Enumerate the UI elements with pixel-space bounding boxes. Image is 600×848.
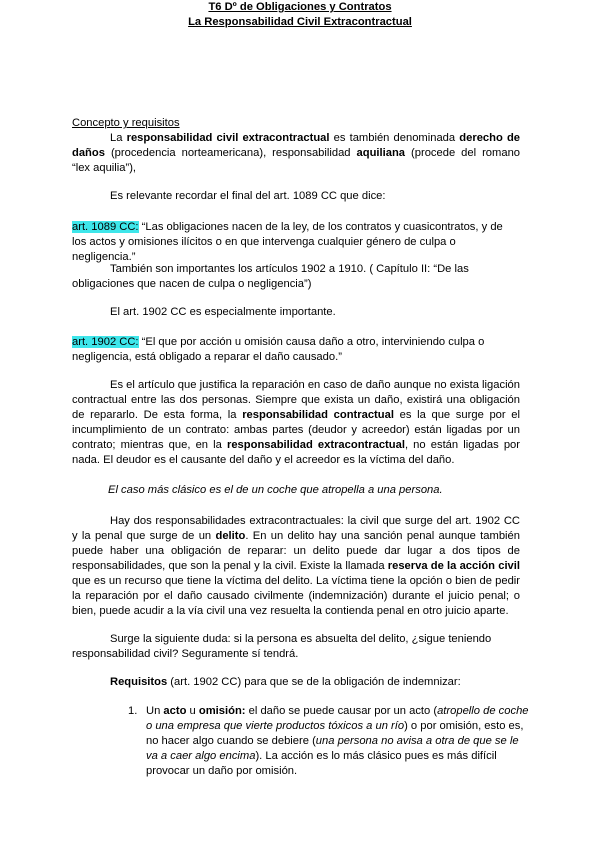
paragraph-classic-example: El caso más clásico es el de un coche que atropella a una persona.	[108, 484, 443, 496]
paragraph-two-responsibilities: Hay dos responsabilidades extracontractuales: la civil que surge del art. 1902 CC y la penal que surge de un delito. En un delito hay una sanción penal aunque también puede haber una obligación de reparar: un delito puede dar lugar a dos tipos de responsabilidades, que son la penal y la civil. Existe la llamada reserva de la acción civil que es un recurso que tiene la víctima del delito. La víctima tiene la opción o bien de pedir la reparación por el daño causado civilmente (indemnización) durante el juicio penal; o bien, puede acudir a la vía civil una vez resuelta la contienda penal en otro juicio aparte.	[72, 515, 520, 617]
paragraph-contractual-vs-extracontractual: Es el artículo que justifica la reparación en caso de daño aunque no exista ligación contractual entre las dos personas. Siempre que exista un daño, existirá una obligación de repararlo. De esta forma, la responsabilidad contractual es la que surge por el incumplimiento de un contrato: ambas partes (deudor y acreedor) están ligadas por un contrato; mientras que, en la responsabilidad extracontractual, no están ligadas por nada. El deudor es el causante del daño y el acreedor es la víctima del daño.	[72, 379, 520, 466]
section-heading: Concepto y requisitos	[72, 117, 180, 129]
paragraph-absolution-question: Surge la siguiente duda: si la persona es absuelta del delito, ¿sigue teniendo responsabilidad civil? Seguramente sí tendrá.	[72, 633, 492, 660]
paragraph-requirements: Requisitos (art. 1902 CC) para que se de la obligación de indemnizar:	[110, 676, 461, 688]
paragraph-intro: La responsabilidad civil extracontractual es también denominada derecho de daños (procedencia norteamericana), responsabilidad aquiliana (procede del romano “lex aquilia”),	[72, 132, 521, 174]
highlight-art-1902: art. 1902 CC:	[72, 336, 139, 348]
paragraph-art-1089-intro: Es relevante recordar el final del art. 1089 CC que dice:	[110, 190, 386, 202]
quote-art-1902: art. 1902 CC: “El que por acción u omisión causa daño a otro, interviniendo culpa o negligencia, está obligado a reparar el daño causado.”	[72, 336, 485, 363]
quote-art-1089: art. 1089 CC: “Las obligaciones nacen de la ley, de los contratos y cuasicontratos, y de los actos y omisiones ilícitos o en que intervenga cualquier género de culpa o negligencia.”	[72, 221, 503, 263]
document-title-line-2: La Responsabilidad Civil Extracontractual	[188, 16, 412, 28]
list-item-number: 1.	[128, 705, 138, 717]
document-title-line-1: T6 Dº de Obligaciones y Contratos	[208, 1, 392, 13]
paragraph-articles-1902-1910: También son importantes los artículos 1902 a 1910. ( Capítulo II: “De las obligaciones que nacen de culpa o negligencia”)	[72, 263, 469, 290]
list-item-act-omission: Un acto u omisión: el daño se puede causar por un acto (atropello de coche o una empresa que vierte productos tóxicos a un río) o por omisión, esto es, no hacer algo cuando se debiere (una persona no avisa a otra de que se le va a caer algo encima). La acción es lo más clásico pues es más difícil provocar un daño por omisión.	[146, 705, 529, 777]
highlight-art-1089: art. 1089 CC:	[72, 221, 139, 233]
paragraph-art-1902-important: El art. 1902 CC es especialmente importante.	[110, 306, 336, 318]
